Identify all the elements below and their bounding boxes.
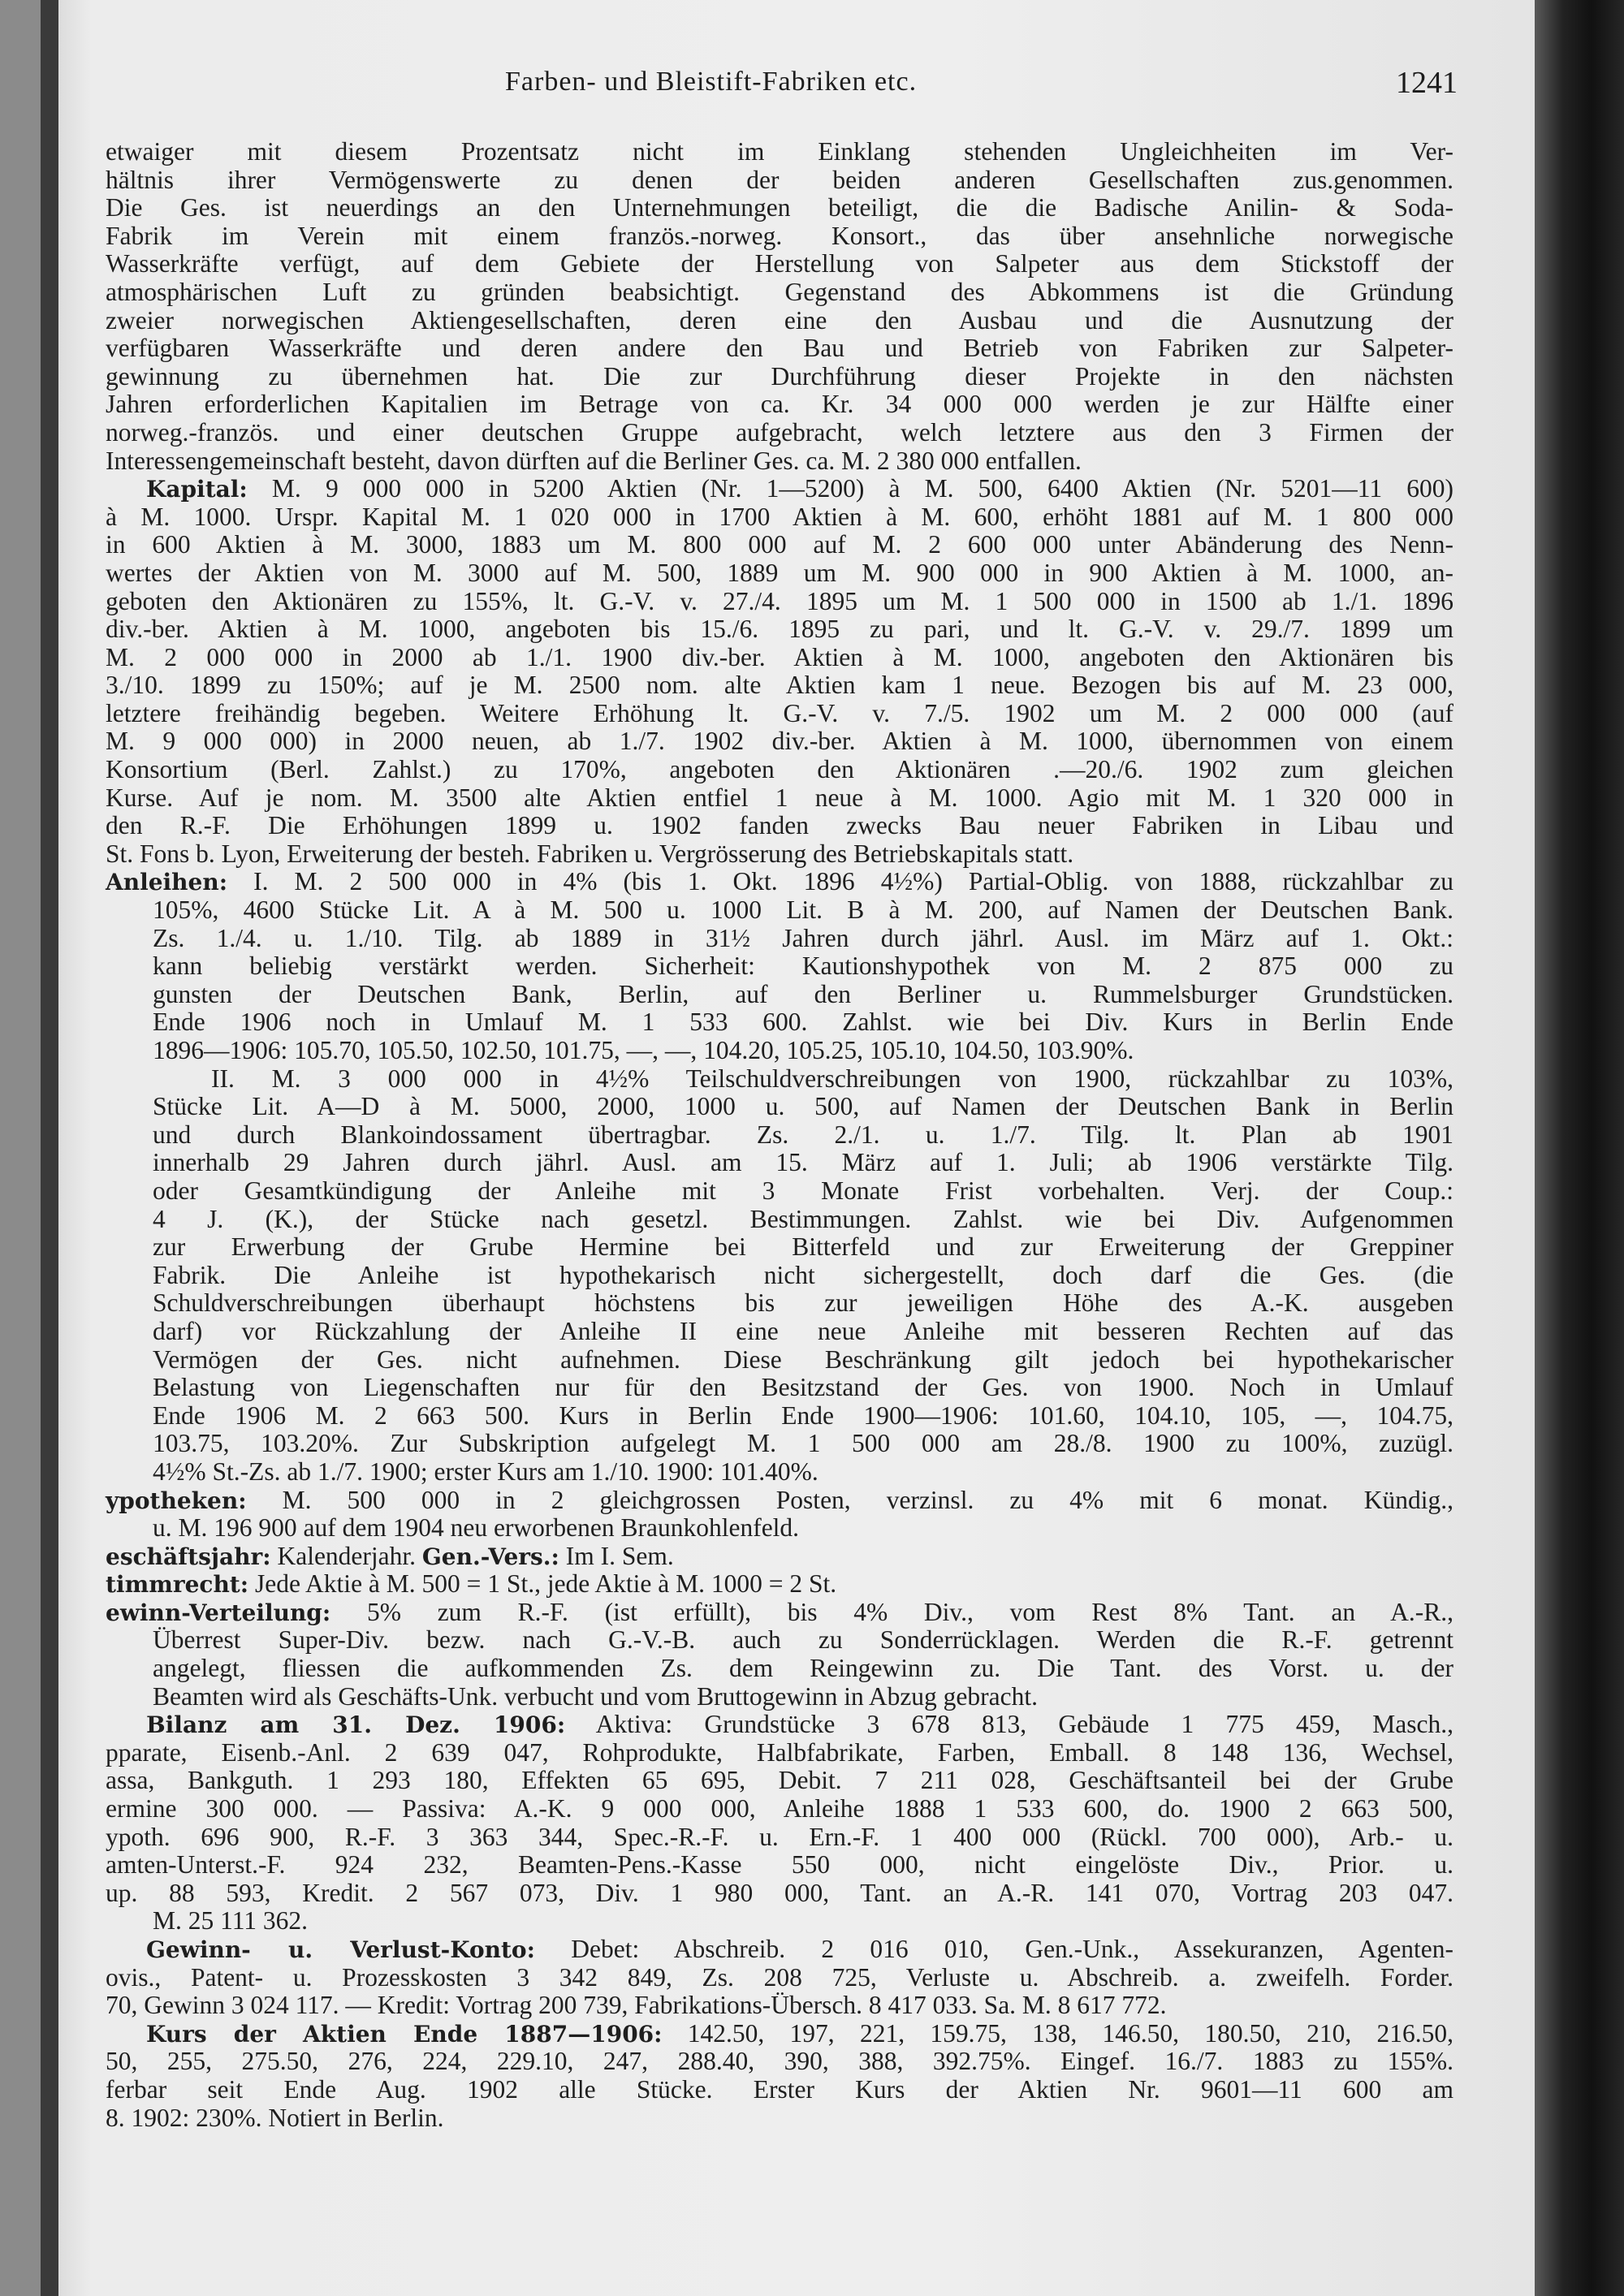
line-text: in 600 Aktien à M. 3000, 1883 um M. 800 000 auf M. 2 600 000 unter Abänderung des Nenn- xyxy=(106,530,1453,559)
text-line xyxy=(106,1907,1453,1936)
text-line xyxy=(106,1037,1453,1065)
text-line xyxy=(106,671,1453,700)
text-line xyxy=(106,166,1453,195)
text-line xyxy=(106,812,1453,840)
text-line xyxy=(106,1149,1453,1177)
text-line xyxy=(106,1262,1453,1290)
text-line xyxy=(106,1318,1453,1346)
text-line xyxy=(106,1570,1453,1599)
text-line xyxy=(106,700,1453,728)
line-text: verfügbaren Wasserkräfte und deren andere den Bau und Betrieb von Fabriken zur Salpeter- xyxy=(106,334,1453,363)
text-line xyxy=(106,475,1453,503)
line-text: II. M. 3 000 000 in 4½% Teilschuldverschreibungen von 1900, rückzahlbar zu 103%, xyxy=(211,1064,1453,1093)
line-text: 50, 255, 275.50, 276, 224, 229.10, 247, 288.40, 390, 388, 392.75%. Eingef. 16./7. 1883 zu 155%. xyxy=(106,2047,1453,2076)
line-text: à M. 1000. Urspr. Kapital M. 1 020 000 in 1700 Aktien à M. 600, erhöht 1881 auf M. 1 800 000 xyxy=(106,502,1453,531)
running-head-title: Farben- und Bleistift-Fabriken etc. xyxy=(505,67,918,97)
line-text: amten-Unterst.-F. 924 232, Beamten-Pens.-Kasse 550 000, nicht eingelöste Div., Prior. u. xyxy=(106,1850,1453,1880)
line-text: etwaiger mit diesem Prozentsatz nicht im Einklang stehenden Ungleichheiten im Ver- xyxy=(106,137,1453,166)
text-line xyxy=(106,925,1453,953)
text-line xyxy=(106,1177,1453,1206)
line-text: Wasserkräfte verfügt, auf dem Gebiete der Herstellung von Salpeter aus dem Stickstoff der xyxy=(106,249,1453,278)
line-text: zweier norwegischen Aktiengesellschaften, deren eine den Ausbau und die Ausnutzung der xyxy=(106,305,1453,334)
text-line xyxy=(106,1795,1453,1823)
text-line xyxy=(106,278,1453,307)
text-line xyxy=(106,615,1453,644)
text-line xyxy=(106,1008,1453,1037)
text-line xyxy=(106,1851,1453,1880)
line-text: I. M. 2 500 000 in 4% (bis 1. Okt. 1896 4½%) Partial-Oblig. von 1888, rückzahlbar zu xyxy=(227,867,1453,896)
text-line xyxy=(106,1964,1453,1992)
line-text: 3./10. 1899 zu 150%; auf je M. 2500 nom. alte Aktien kam 1 neue. Bezogen bis auf M. 23 000, xyxy=(106,671,1453,700)
text-line xyxy=(106,1767,1453,1795)
text-line xyxy=(106,531,1453,559)
line-text: div.-ber. Aktien à M. 1000, angeboten bis 15./6. 1895 zu pari, und lt. G.-V. v. 29./7. 1899 um xyxy=(106,615,1453,644)
section-heading: eschäftsjahr: xyxy=(106,1543,271,1570)
line-text: Kurse. Auf je nom. M. 3500 alte Aktien entfiel 1 neue à M. 1000. Agio mit M. 1 320 000 in xyxy=(106,783,1453,812)
line-text: Überrest Super-Div. bezw. nach G.-V.-B. auch zu Sonderrücklagen. Werden die R.-F. getrennt xyxy=(153,1625,1453,1655)
line-text: gunsten der Deutschen Bank, Berlin, auf den Berliner u. Rummelsburger Grundstücken. xyxy=(153,979,1453,1008)
text-line xyxy=(106,1655,1453,1683)
line-text: letztere freihändig begeben. Weitere Erhöhung lt. G.-V. v. 7./5. 1902 um M. 2 000 000 (auf xyxy=(106,698,1453,727)
body-text xyxy=(106,138,1453,2132)
text-line xyxy=(106,391,1453,419)
text-line xyxy=(106,222,1453,251)
section-heading: Bilanz am 31. Dez. 1906: xyxy=(146,1711,566,1739)
text-line xyxy=(106,138,1453,166)
line-text: Beamten wird als Geschäfts-Unk. verbucht und vom Bruttogewinn in Abzug gebracht. xyxy=(153,1681,1038,1711)
line-text: 105%, 4600 Stücke Lit. A à M. 500 u. 1000 Lit. B à M. 200, auf Namen der Deutschen Bank. xyxy=(153,896,1453,925)
text-line xyxy=(106,588,1453,616)
line-text: ermine 300 000. — Passiva: A.-K. 9 000 000, Anleihe 1888 1 533 600, do. 1900 2 663 500, xyxy=(106,1794,1453,1823)
text-line xyxy=(106,1374,1453,1402)
text-line xyxy=(106,1121,1453,1150)
section-heading: timmrecht: xyxy=(106,1571,249,1599)
line-text: Stücke Lit. A—D à M. 5000, 2000, 1000 u. 500, auf Namen der Deutschen Bank in Berlin xyxy=(153,1092,1453,1121)
line-text: Vermögen der Ges. nicht aufnehmen. Diese Beschränkung gilt jedoch bei hypothekarischer xyxy=(153,1344,1453,1374)
section-heading: Anleihen: xyxy=(106,869,228,896)
line-text: und durch Blankoindossament übertragbar. Zs. 2./1. u. 1./7. Tilg. lt. Plan ab 1901 xyxy=(153,1120,1453,1149)
line-text: Konsortium (Berl. Zahlst.) zu 170%, angeboten den Aktionären .—20./6. 1902 zum gleichen xyxy=(106,755,1453,784)
text-line xyxy=(106,334,1453,363)
scan-right-edge-shadow xyxy=(1535,0,1624,2296)
line-text: 4½% St.-Zs. ab 1./7. 1900; erster Kurs am 1./10. 1900: 101.40%. xyxy=(153,1457,818,1486)
line-text: M. 500 000 in 2 gleichgrossen Posten, verzinsl. zu 4% mit 6 monat. Kündig., xyxy=(246,1485,1453,1514)
line-text: Im I. Sem. xyxy=(559,1541,674,1570)
scan-binding-shadow xyxy=(41,0,58,2296)
line-text: 70, Gewinn 3 024 117. — Kredit: Vortrag 200 739, Fabrikations-Übersch. 8 417 033. Sa. M. 8 617 772. xyxy=(106,1991,1167,2020)
section-heading: Kurs der Aktien Ende 1887—1906: xyxy=(146,2020,663,2048)
text-line xyxy=(106,1233,1453,1262)
line-text: u. M. 196 900 auf dem 1904 neu erworbenen Braunkohlenfeld. xyxy=(153,1513,800,1543)
line-text: den R.-F. Die Erhöhungen 1899 u. 1902 fanden zwecks Bau neuer Fabriken in Libau und xyxy=(106,811,1453,840)
line-text: Jede Aktie à M. 500 = 1 St., jede Aktie à M. 1000 = 2 St. xyxy=(248,1569,837,1599)
text-line xyxy=(106,1626,1453,1655)
text-line xyxy=(106,1823,1453,1852)
line-text: Fabrik. Die Anleihe ist hypothekarisch nicht sichergestellt, doch darf die Ges. (die xyxy=(153,1260,1453,1289)
line-text: St. Fons b. Lyon, Erweiterung der besteh. Fabriken u. Vergrösserung des Betriebskapitals statt. xyxy=(106,839,1074,868)
line-text: assa, Bankguth. 1 293 180, Effekten 65 695, Debit. 7 211 028, Geschäftsanteil bei der Grube xyxy=(106,1766,1453,1795)
line-text: 1896—1906: 105.70, 105.50, 102.50, 101.75, —, —, 104.20, 105.25, 105.10, 104.50, 103.90%. xyxy=(153,1036,1134,1064)
line-text: Interessengemeinschaft besteht, davon dürften auf die Berliner Ges. ca. M. 2 380 000 entfallen. xyxy=(106,446,1082,475)
line-text: M. 25 111 362. xyxy=(153,1906,309,1936)
line-text: innerhalb 29 Jahren durch jährl. Ausl. am 15. März auf 1. Juli; ab 1906 verstärkte Tilg. xyxy=(153,1148,1453,1177)
running-head xyxy=(58,67,1535,115)
text-line xyxy=(106,727,1453,756)
section-heading: Gen.-Vers.: xyxy=(421,1543,559,1570)
text-line xyxy=(106,1936,1453,1964)
text-line xyxy=(106,1487,1453,1515)
line-text: norweg.-französ. und einer deutschen Gruppe aufgebracht, welch letztere aus den 3 Firmen der xyxy=(106,417,1453,447)
text-line xyxy=(106,1543,1453,1571)
section-heading: Gewinn- u. Verlust-Konto: xyxy=(146,1936,535,1963)
text-line xyxy=(106,1711,1453,1739)
text-line xyxy=(106,2048,1453,2076)
text-line xyxy=(106,756,1453,784)
text-line xyxy=(106,2020,1453,2048)
line-text: Belastung von Liegenschaften nur für den Besitzstand der Ges. von 1900. Noch in Umlauf xyxy=(153,1373,1453,1402)
line-text: Schuldverschreibungen überhaupt höchstens bis zur jeweiligen Höhe des A.-K. ausgeben xyxy=(153,1288,1453,1318)
line-text: ferbar seit Ende Aug. 1902 alle Stücke. Erster Kurs der Aktien Nr. 9601—11 600 am xyxy=(106,2074,1453,2104)
line-text: Kalenderjahr. xyxy=(270,1541,422,1570)
line-text: Ende 1906 M. 2 663 500. Kurs in Berlin Ende 1900—1906: 101.60, 104.10, 105, —, 104.75, xyxy=(153,1400,1453,1430)
line-text: M. 2 000 000 in 2000 ab 1./1. 1900 div.-ber. Aktien à M. 1000, angeboten den Aktionären bis xyxy=(106,642,1453,671)
text-line xyxy=(106,363,1453,391)
text-line xyxy=(106,952,1453,981)
line-text: M. 9 000 000 in 5200 Aktien (Nr. 1—5200) à M. 500, 6400 Aktien (Nr. 5201—11 600) xyxy=(247,474,1453,503)
text-line xyxy=(106,447,1453,476)
line-text: Ende 1906 noch in Umlauf M. 1 533 600. Zahlst. wie bei Div. Kurs in Berlin Ende xyxy=(153,1008,1453,1037)
line-text: atmosphärischen Luft zu gründen beabsichtigt. Gegenstand des Abkommens ist die Gründung xyxy=(106,277,1453,306)
text-line xyxy=(106,1430,1453,1458)
section-heading: ypotheken: xyxy=(106,1487,247,1514)
line-text: wertes der Aktien von M. 3000 auf M. 500, 1889 um M. 900 000 in 900 Aktien à M. 1000, an- xyxy=(106,558,1453,587)
line-text: 4 J. (K.), der Stücke nach gesetzl. Bestimmungen. Zahlst. wie bei Div. Aufgenommen xyxy=(153,1204,1453,1233)
line-text: angelegt, fliessen die aufkommenden Zs. dem Reingewinn zu. Die Tant. des Vorst. u. der xyxy=(153,1654,1453,1683)
text-line xyxy=(106,1065,1453,1094)
text-line xyxy=(106,784,1453,813)
text-line xyxy=(106,2104,1453,2133)
line-text: Die Ges. ist neuerdings an den Unternehmungen beteiligt, die die Badische Anilin- & Soda- xyxy=(106,193,1453,222)
line-text: up. 88 593, Kredit. 2 567 073, Div. 1 980 000, Tant. an A.-R. 141 070, Vortrag 203 047. xyxy=(106,1878,1453,1907)
text-line xyxy=(106,307,1453,335)
text-line xyxy=(106,1880,1453,1908)
text-line xyxy=(106,1599,1453,1627)
text-line xyxy=(106,868,1453,896)
text-line xyxy=(106,1289,1453,1318)
line-text: Fabrik im Verein mit einem französ.-norweg. Konsort., das über ansehnliche norwegische xyxy=(106,221,1453,250)
text-line xyxy=(106,559,1453,588)
text-line xyxy=(106,1206,1453,1234)
line-text: geboten den Aktionären zu 155%, lt. G.-V. v. 27./4. 1895 um M. 1 500 000 in 1500 ab 1./1. 1896 xyxy=(106,586,1453,615)
scan-left-margin xyxy=(0,0,41,2296)
text-line xyxy=(106,1992,1453,2020)
text-line xyxy=(106,194,1453,222)
line-text: gewinnung zu übernehmen hat. Die zur Durchführung dieser Projekte in den nächsten xyxy=(106,361,1453,391)
line-text: ypoth. 696 900, R.-F. 3 363 344, Spec.-R.-F. u. Ern.-F. 1 400 000 (Rückl. 700 000), Arb.- u. xyxy=(106,1822,1453,1851)
text-line xyxy=(106,1458,1453,1487)
text-line xyxy=(106,840,1453,869)
line-text: M. 9 000 000) in 2000 neuen, ab 1./7. 1902 div.-ber. Aktien à M. 1000, übernommen von einem xyxy=(106,727,1453,756)
text-line xyxy=(106,644,1453,672)
section-heading: ewinn-Verteilung: xyxy=(106,1599,331,1626)
text-line xyxy=(106,1093,1453,1121)
line-text: ovis., Patent- u. Prozesskosten 3 342 849, Zs. 208 725, Verluste u. Abschreib. a. zweifelh. Forder. xyxy=(106,1962,1453,1992)
line-text: darf) vor Rückzahlung der Anleihe II eine neue Anleihe mit besseren Rechten auf das xyxy=(153,1316,1453,1345)
text-line xyxy=(106,2076,1453,2104)
line-text: 8. 1902: 230%. Notiert in Berlin. xyxy=(106,2103,444,2132)
book-page xyxy=(58,0,1535,2296)
line-text: Jahren erforderlichen Kapitalien im Betrage von ca. Kr. 34 000 000 werden je zur Hälfte einer xyxy=(106,390,1453,419)
line-text: 103.75, 103.20%. Zur Subskription aufgelegt M. 1 500 000 am 28./8. 1900 zu 100%, zuzügl. xyxy=(153,1429,1453,1458)
line-text: 142.50, 197, 221, 159.75, 138, 146.50, 180.50, 210, 216.50, xyxy=(662,2018,1453,2048)
line-text: kann beliebig verstärkt werden. Sicherheit: Kautionshypothek von M. 2 875 000 zu xyxy=(153,952,1453,981)
text-line xyxy=(106,1346,1453,1375)
text-line xyxy=(106,1683,1453,1711)
text-line xyxy=(106,1514,1453,1543)
line-text: hältnis ihrer Vermögenswerte zu denen der beiden anderen Gesellschaften zus.genommen. xyxy=(106,165,1453,194)
text-line xyxy=(106,1402,1453,1431)
text-line xyxy=(106,896,1453,925)
text-line xyxy=(106,1739,1453,1767)
line-text: pparate, Eisenb.-Anl. 2 639 047, Rohprodukte, Halbfabrikate, Farben, Emball. 8 148 136, Wechsel, xyxy=(106,1737,1453,1767)
line-text: Zs. 1./4. u. 1./10. Tilg. ab 1889 in 31½ Jahren durch jährl. Ausl. im März auf 1. Okt.: xyxy=(153,923,1453,952)
line-text: Debet: Abschreib. 2 016 010, Gen.-Unk., Assekuranzen, Agenten- xyxy=(534,1935,1454,1963)
line-text: zur Erwerbung der Grube Hermine bei Bitterfeld und zur Erweiterung der Greppiner xyxy=(153,1232,1453,1262)
page-number: 1241 xyxy=(1396,66,1458,100)
text-line xyxy=(106,419,1453,447)
section-heading: Kapital: xyxy=(146,476,248,503)
line-text: Aktiva: Grundstücke 3 678 813, Gebäude 1 775 459, Masch., xyxy=(565,1710,1453,1739)
line-text: 5% zum R.-F. (ist erfüllt), bis 4% Div., vom Rest 8% Tant. an A.-R., xyxy=(330,1597,1453,1626)
text-line xyxy=(106,250,1453,278)
line-text: oder Gesamtkündigung der Anleihe mit 3 Monate Frist vorbehalten. Verj. der Coup.: xyxy=(153,1176,1453,1205)
text-line xyxy=(106,981,1453,1009)
text-line xyxy=(106,503,1453,532)
